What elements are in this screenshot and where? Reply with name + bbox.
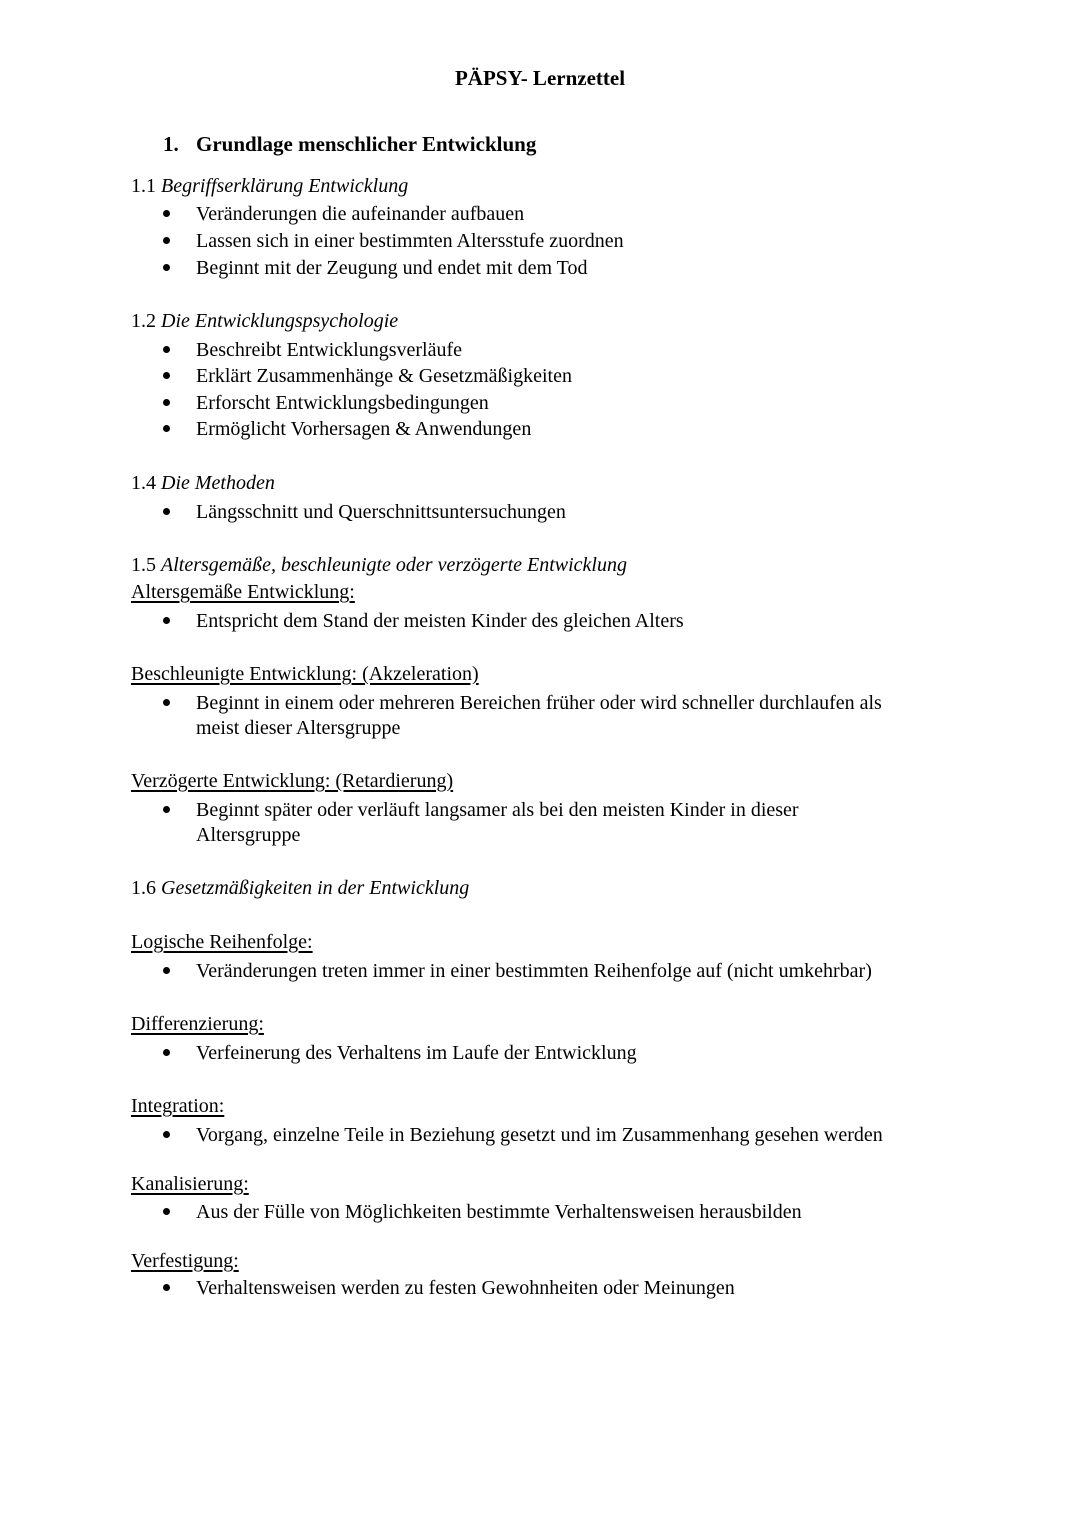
list-item: Ermöglicht Vorhersagen & Anwendungen — [196, 418, 532, 440]
bullet-icon — [163, 237, 170, 244]
bullet-icon — [163, 967, 170, 974]
subheading-verfestigung: Verfestigung: — [131, 1250, 239, 1272]
subheading-differenzierung: Differenzierung: — [131, 1013, 264, 1035]
list-item: Beginnt später oder verläuft langsamer als bei den meisten Kinder in dieser — [196, 799, 799, 821]
list-item-continuation: meist dieser Altersgruppe — [196, 717, 401, 739]
list-item: Längsschnitt und Querschnittsuntersuchungen — [196, 501, 566, 523]
bullet-icon — [163, 399, 170, 406]
bullet-icon — [163, 210, 170, 217]
list-item: Verfeinerung des Verhaltens im Laufe der Entwicklung — [196, 1042, 637, 1064]
subheading-beschleunigt: Beschleunigte Entwicklung: (Akzeleration) — [131, 663, 479, 685]
bullet-icon — [163, 508, 170, 515]
list-item: Verhaltensweisen werden zu festen Gewohnheiten oder Meinungen — [196, 1277, 735, 1299]
subheading-verzoegert: Verzögerte Entwicklung: (Retardierung) — [131, 770, 454, 792]
page-title: PÄPSY- Lernzettel — [454, 66, 626, 90]
bullet-icon — [163, 699, 170, 706]
chapter-heading — [163, 132, 536, 156]
section-heading-1-4: 1.4 Die Methoden — [131, 472, 275, 494]
bullet-icon — [163, 806, 170, 813]
chapter-number: 1. — [163, 132, 179, 156]
bullet-icon — [163, 425, 170, 432]
list-item: Lassen sich in einer bestimmten Altersstufe zuordnen — [196, 230, 624, 252]
list-item: Beginnt in einem oder mehreren Bereichen früher oder wird schneller durchlaufen als — [196, 692, 882, 714]
bullet-icon — [163, 1284, 170, 1291]
section-heading-1-6: 1.6 Gesetzmäßigkeiten in der Entwicklung — [131, 877, 470, 899]
bullet-icon — [163, 346, 170, 353]
chapter-title: Grundlage menschlicher Entwicklung — [196, 132, 537, 156]
list-item: Beginnt mit der Zeugung und endet mit dem Tod — [196, 257, 588, 279]
bullet-icon — [163, 1131, 170, 1138]
list-item: Entspricht dem Stand der meisten Kinder des gleichen Alters — [196, 610, 684, 632]
list-item: Beschreibt Entwicklungsverläufe — [196, 339, 463, 361]
list-item-continuation: Altersgruppe — [196, 824, 301, 846]
list-item: Veränderungen die aufeinander aufbauen — [196, 203, 525, 225]
bullet-icon — [163, 1208, 170, 1215]
subheading-logische-reihenfolge: Logische Reihenfolge: — [131, 931, 313, 953]
subheading-altersgemaess: Altersgemäße Entwicklung: — [131, 581, 355, 603]
bullet-icon — [163, 264, 170, 271]
subheading-integration: Integration: — [131, 1095, 225, 1117]
section-heading-1-5: 1.5 Altersgemäße, beschleunigte oder verzögerte Entwicklung — [131, 554, 627, 576]
list-item: Veränderungen treten immer in einer bestimmten Reihenfolge auf (nicht umkehrbar) — [196, 960, 872, 982]
section-heading-1-1: 1.1 Begriffserklärung Entwicklung — [131, 175, 409, 197]
list-item: Vorgang, einzelne Teile in Beziehung gesetzt und im Zusammenhang gesehen werden — [196, 1124, 883, 1146]
bullet-icon — [163, 617, 170, 624]
list-item: Aus der Fülle von Möglichkeiten bestimmte Verhaltensweisen herausbilden — [196, 1201, 802, 1223]
list-item: Erforscht Entwicklungsbedingungen — [196, 392, 489, 414]
subheading-kanalisierung: Kanalisierung: — [131, 1173, 249, 1195]
bullet-icon — [163, 1049, 170, 1056]
list-item: Erklärt Zusammenhänge & Gesetzmäßigkeiten — [196, 365, 572, 387]
bullet-icon — [163, 372, 170, 379]
section-heading-1-2: 1.2 Die Entwicklungspsychologie — [131, 310, 399, 332]
